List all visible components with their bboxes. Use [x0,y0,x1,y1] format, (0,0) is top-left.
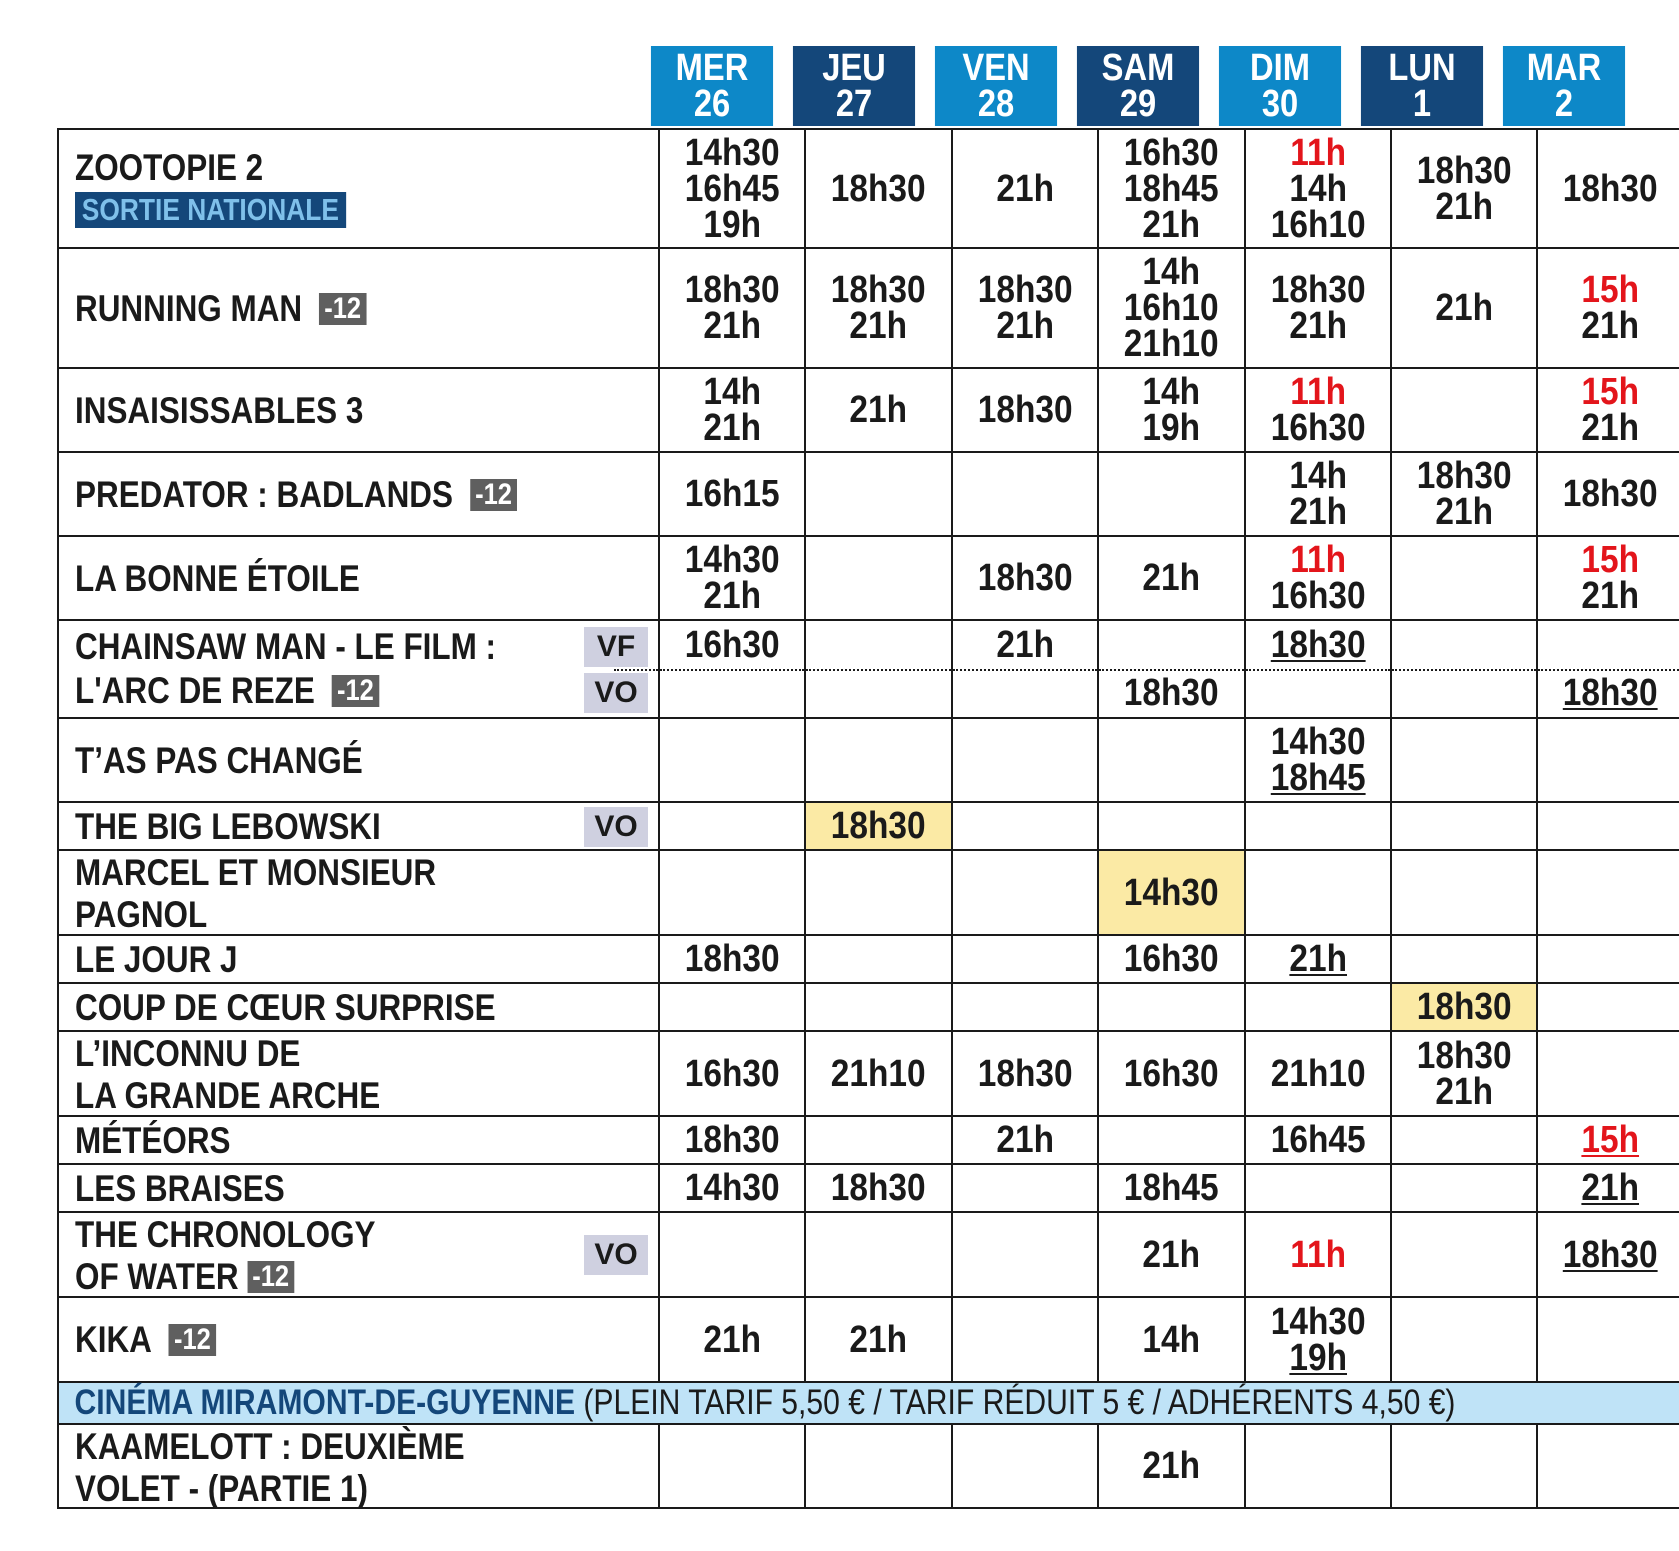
showtime-cell [1391,1116,1537,1164]
showtime-cell [805,802,951,850]
showtime: 21h [849,1318,908,1361]
showtime-cell [659,620,805,718]
showtime: 11h [1289,1233,1346,1276]
price-info: (PLEIN TARIF 5,50 € / TARIF RÉDUIT 5 € / ADHÉRENTS 4,50 €) [583,1383,1456,1422]
showtime-cell [952,1424,1098,1508]
showtime-cell [1537,1031,1679,1116]
showtime: 21h [1288,491,1347,533]
showtime-cell [805,452,951,536]
schedule-table [57,128,1679,1509]
showtime: 11h [1289,131,1346,174]
showtime: 21h [1142,1445,1201,1487]
showtime: 18h30 [977,557,1073,599]
film-row [58,983,1679,1031]
showtime-cell [805,620,951,718]
showtime-cell [1537,983,1679,1031]
showtime: 15h [1581,539,1640,581]
showtime: 14h30 [684,1167,780,1209]
film-row [58,850,1679,935]
showtime: 21h [1581,305,1640,347]
showtime: 18h30 [684,1119,780,1161]
showtime: 21h [1435,491,1493,533]
film-title-line2: L'ARC DE REZE -12 [75,669,379,713]
showtime-cell [1245,1424,1391,1508]
showtime-cell [659,368,805,452]
film-title: ZOOTOPIE 2 [75,147,264,188]
showtime: 18h30 [1416,986,1512,1028]
showtime: 18h30 [1563,672,1658,714]
showtime: 21h [996,305,1054,347]
age-rating-badge: -12 [169,1324,216,1356]
showtime-cell [1537,1164,1679,1212]
showtime-cell [1391,1297,1537,1382]
film-title-line2: LA GRANDE ARCHE [75,1075,381,1116]
film-row [58,802,1679,850]
showtime: 19h [1142,407,1201,449]
showtime: 21h [703,305,762,347]
showtime: 18h30 [1416,1034,1512,1077]
showtime: 18h30 [977,269,1073,311]
cinema-name: CINÉMA MIRAMONT-DE-GUYENNE [74,1383,576,1422]
showtime-cell [805,248,951,368]
showtime-cell [659,802,805,850]
showtime-cell [659,1297,805,1382]
showtime-cell [1245,620,1391,718]
showtime: 18h30 [831,269,927,311]
showtime: 11h [1289,539,1346,581]
showtime-cell [952,1031,1098,1116]
showtime-cell [952,802,1098,850]
showtime: 18h45 [1270,757,1366,799]
showtime-cell [952,129,1098,248]
showtime-cell [1098,1116,1244,1164]
film-title-line2: VOLET - (PARTIE 1) [75,1468,368,1509]
film-title: RUNNING MAN -12 [75,287,366,331]
film-title-line2: OF WATER -12 [75,1255,294,1299]
showtime: 18h30 [1416,149,1512,192]
film-row [58,1031,1679,1116]
release-badge: SORTIE NATIONALE [75,192,346,228]
showtime-cell [1537,248,1679,368]
day-header-sam: SAM 29 [1077,46,1199,126]
lang-vo-badge: VO [584,1235,648,1275]
film-row [58,935,1679,983]
showtime-cell [1245,368,1391,452]
showtime-cell [1391,368,1537,452]
showtime: 14h30 [684,539,780,581]
showtime-cell [805,1116,951,1164]
showtime-cell [952,536,1098,620]
showtime-cell [1537,368,1679,452]
showtime-cell [1391,983,1537,1031]
showtime-cell [1391,1031,1537,1116]
showtime-cell [1391,1212,1537,1297]
showtime-cell [1537,718,1679,802]
showtime-cell [659,983,805,1031]
day-header-ven: VEN 28 [935,46,1057,126]
showtime-cell [659,935,805,983]
showtime: 18h30 [977,1052,1073,1095]
showtime: 21h [1142,557,1201,599]
showtime: 11h [1289,371,1346,413]
showtime-cell [805,1297,951,1382]
showtime: 21h [1288,938,1347,980]
film-row [58,1297,1679,1382]
showtime-cell [1098,983,1244,1031]
showtime-cell [659,1212,805,1297]
age-rating-badge: -12 [332,675,379,707]
showtime: 14h30 [1270,721,1366,763]
film-cell [58,620,659,718]
showtime-cell [1245,850,1391,935]
showtime-cell [1537,129,1679,248]
divider [614,669,658,671]
film-cell [58,983,659,1031]
showtime: 16h30 [684,1052,780,1095]
showtime: 18h45 [1123,1167,1219,1209]
showtime-cell [1098,935,1244,983]
showtime-cell [1245,248,1391,368]
showtime: 21h [703,407,762,449]
film-title: PREDATOR : BADLANDS -12 [75,473,517,517]
film-row [58,620,1679,718]
showtime: 14h [1142,251,1201,293]
showtime: 21h [1581,1167,1640,1209]
showtime: 18h30 [1563,1233,1658,1276]
showtime-cell [1391,935,1537,983]
film-row [58,1424,1679,1508]
film-cell [58,129,659,248]
showtime-cell [805,1424,951,1508]
showtime-cell [1391,850,1537,935]
showtime-cell [1391,620,1537,718]
film-row [58,452,1679,536]
showtime: 14h [703,371,762,413]
age-rating-badge: -12 [470,479,517,511]
showtime: 18h30 [831,1167,927,1209]
showtime-cell [1245,129,1391,248]
showtime-cell [1098,718,1244,802]
showtime: 21h10 [1123,323,1219,365]
showtime-cell [1391,1424,1537,1508]
showtime-cell [659,129,805,248]
showtime: 14h [1288,167,1347,210]
showtime: 14h [1288,455,1347,497]
showtime-cell [952,935,1098,983]
showtime: 16h30 [1270,407,1366,449]
day-header-dim: DIM 30 [1219,46,1341,126]
showtime-cell [659,1424,805,1508]
showtime: 21h [849,305,908,347]
age-rating-badge: -12 [247,1261,294,1293]
showtime-cell [1098,850,1244,935]
showtime: 18h30 [977,389,1073,431]
showtime-cell [1098,1164,1244,1212]
showtime: 18h45 [1123,167,1219,210]
showtime: 21h [1435,287,1493,329]
film-title: THE BIG LEBOWSKI [75,806,381,847]
showtime-cell [1537,1297,1679,1382]
film-row [58,1164,1679,1212]
showtime: 16h30 [684,624,780,666]
showtime: 21h [703,1318,762,1361]
film-title: KIKA -12 [75,1318,216,1362]
showtime: 18h30 [1270,624,1366,666]
showtime: 19h [1288,1336,1347,1379]
showtime: 16h45 [684,167,780,210]
showtime: 18h30 [684,269,780,311]
day-header-mer: MER 26 [651,46,773,126]
film-title-line2: PAGNOL [75,894,208,935]
film-cell [58,452,659,536]
showtime-cell [659,248,805,368]
showtime-cell [952,620,1098,718]
showtime: 16h15 [684,473,780,515]
film-row [58,536,1679,620]
film-row [58,368,1679,452]
showtime: 21h [996,167,1054,210]
showtime: 21h [1435,1070,1493,1113]
showtime: 14h [1142,1318,1201,1361]
film-cell [58,1297,659,1382]
showtime-cell [1537,802,1679,850]
cinema-banner-row [58,1382,1679,1424]
showtime-cell [952,1164,1098,1212]
showtime-cell [805,850,951,935]
showtime: 14h30 [684,131,780,174]
film-row [58,1116,1679,1164]
showtime: 21h10 [1270,1052,1366,1095]
showtime-cell [1098,368,1244,452]
showtime: 16h10 [1123,287,1219,329]
showtime-cell [1098,248,1244,368]
showtime-cell [1391,452,1537,536]
film-row [58,1212,1679,1297]
film-title: COUP DE CŒUR SURPRISE [75,987,496,1028]
showtime: 21h [1142,1233,1201,1276]
film-cell [58,248,659,368]
showtime-cell [1098,1212,1244,1297]
showtime-cell [659,1116,805,1164]
showtime-cell [1537,935,1679,983]
showtime: 21h10 [831,1052,927,1095]
lang-vf-badge: VF [584,627,648,667]
film-cell [58,850,659,935]
showtime-cell [952,1116,1098,1164]
showtime-cell [659,1031,805,1116]
showtime-cell [1391,1164,1537,1212]
showtime: 15h [1581,1119,1640,1161]
showtime-cell [1537,1116,1679,1164]
showtime-cell [1391,536,1537,620]
showtime-cell [1245,718,1391,802]
showtime: 15h [1581,269,1640,311]
showtime: 19h [703,203,762,246]
day-header-jeu: JEU 27 [793,46,915,126]
showtime: 16h10 [1270,203,1366,246]
film-title-line1: THE CHRONOLOGY [75,1214,376,1255]
showtime-cell [659,1164,805,1212]
day-header-mar: MAR 2 [1503,46,1625,126]
showtime: 18h30 [684,938,780,980]
showtime: 16h30 [1123,1052,1219,1095]
film-row [58,718,1679,802]
showtime-cell [952,452,1098,536]
film-title: INSAISISSABLES 3 [75,390,364,431]
showtime-cell [805,1031,951,1116]
film-title-line1: L’INCONNU DE [75,1033,301,1074]
showtime-cell [1245,1212,1391,1297]
showtime-cell [1537,620,1679,718]
showtime-cell [1245,1116,1391,1164]
showtime-cell [1098,129,1244,248]
lang-vo-badge: VO [584,673,648,713]
showtime-cell [805,129,951,248]
showtime: 16h30 [1270,575,1366,617]
showtime-cell [952,718,1098,802]
showtime-cell [1098,1031,1244,1116]
film-cell [58,1031,659,1116]
film-title-line1: MARCEL ET MONSIEUR [75,852,437,893]
showtime-cell [805,368,951,452]
showtime-cell [1537,536,1679,620]
showtime-cell [952,983,1098,1031]
showtime-cell [952,1297,1098,1382]
showtime-cell [805,1164,951,1212]
showtime: 21h [1581,575,1640,617]
film-cell [58,1164,659,1212]
showtime-cell [1537,1212,1679,1297]
showtime: 21h [1435,185,1493,228]
showtime: 14h [1142,371,1201,413]
film-cell [58,1116,659,1164]
showtime: 16h45 [1270,1119,1366,1161]
showtime: 14h30 [1270,1300,1366,1343]
showtime-cell [1098,1424,1244,1508]
showtime-cell [1098,620,1244,718]
film-cell [58,1424,659,1508]
showtime-cell [952,368,1098,452]
film-cell [58,718,659,802]
film-title: LES BRAISES [75,1168,285,1209]
showtime: 21h [996,1119,1054,1161]
showtime-cell [1537,1424,1679,1508]
showtime-cell [1098,536,1244,620]
showtime: 21h [996,624,1054,666]
showtime-cell [952,850,1098,935]
cinema-banner [58,1382,1679,1424]
lang-vo-badge: VO [584,807,648,847]
showtime: 18h30 [1416,455,1512,497]
showtime-cell [1391,802,1537,850]
film-cell [58,935,659,983]
showtime-cell [1245,935,1391,983]
film-title-line1: CHAINSAW MAN - LE FILM : [75,626,497,667]
film-title: LA BONNE ÉTOILE [75,558,360,599]
showtime: 14h30 [1123,871,1219,914]
showtime-cell [805,718,951,802]
day-header-lun: LUN 1 [1361,46,1483,126]
showtime-cell [659,536,805,620]
showtime-cell [1245,1164,1391,1212]
showtime-cell [1245,802,1391,850]
showtime-cell [805,1212,951,1297]
showtime-cell [1391,129,1537,248]
showtime: 18h30 [1563,167,1658,210]
film-title-line1: KAAMELOTT : DEUXIÈME [75,1426,465,1467]
showtime-cell [659,718,805,802]
showtime-cell [1537,850,1679,935]
showtime-cell [952,248,1098,368]
showtime-cell [1245,536,1391,620]
film-title: MÉTÉORS [75,1120,231,1161]
film-cell [58,802,659,850]
showtime: 18h30 [1563,473,1658,515]
film-row [58,248,1679,368]
showtime-cell [1245,1297,1391,1382]
showtime: 18h30 [831,805,927,847]
showtime-cell [1391,718,1537,802]
showtime: 18h30 [1123,672,1219,714]
showtime-cell [805,983,951,1031]
showtime: 21h [849,389,908,431]
showtime-cell [1098,802,1244,850]
age-rating-badge: -12 [319,293,366,325]
showtime-cell [1245,452,1391,536]
showtime-cell [659,850,805,935]
showtime-cell [805,935,951,983]
showtime-cell [1245,1031,1391,1116]
showtime: 21h [1581,407,1640,449]
showtime-cell [1391,248,1537,368]
film-cell [58,368,659,452]
showtime-cell [1098,1297,1244,1382]
showtime-cell [1245,983,1391,1031]
showtime: 16h30 [1123,131,1219,174]
showtime: 16h30 [1123,938,1219,980]
showtime: 18h30 [831,167,927,210]
showtime: 21h [703,575,762,617]
film-row [58,129,1679,248]
showtime-cell [805,536,951,620]
film-cell [58,536,659,620]
film-title: T’AS PAS CHANGÉ [75,740,363,781]
film-title: LE JOUR J [75,939,238,980]
showtime: 21h [1142,203,1201,246]
showtime: 18h30 [1270,269,1366,311]
showtime-cell [952,1212,1098,1297]
showtime-cell [1098,452,1244,536]
showtime-cell [1537,452,1679,536]
showtime-cell [659,452,805,536]
showtime: 21h [1288,305,1347,347]
film-cell [58,1212,659,1297]
showtime: 15h [1581,371,1640,413]
